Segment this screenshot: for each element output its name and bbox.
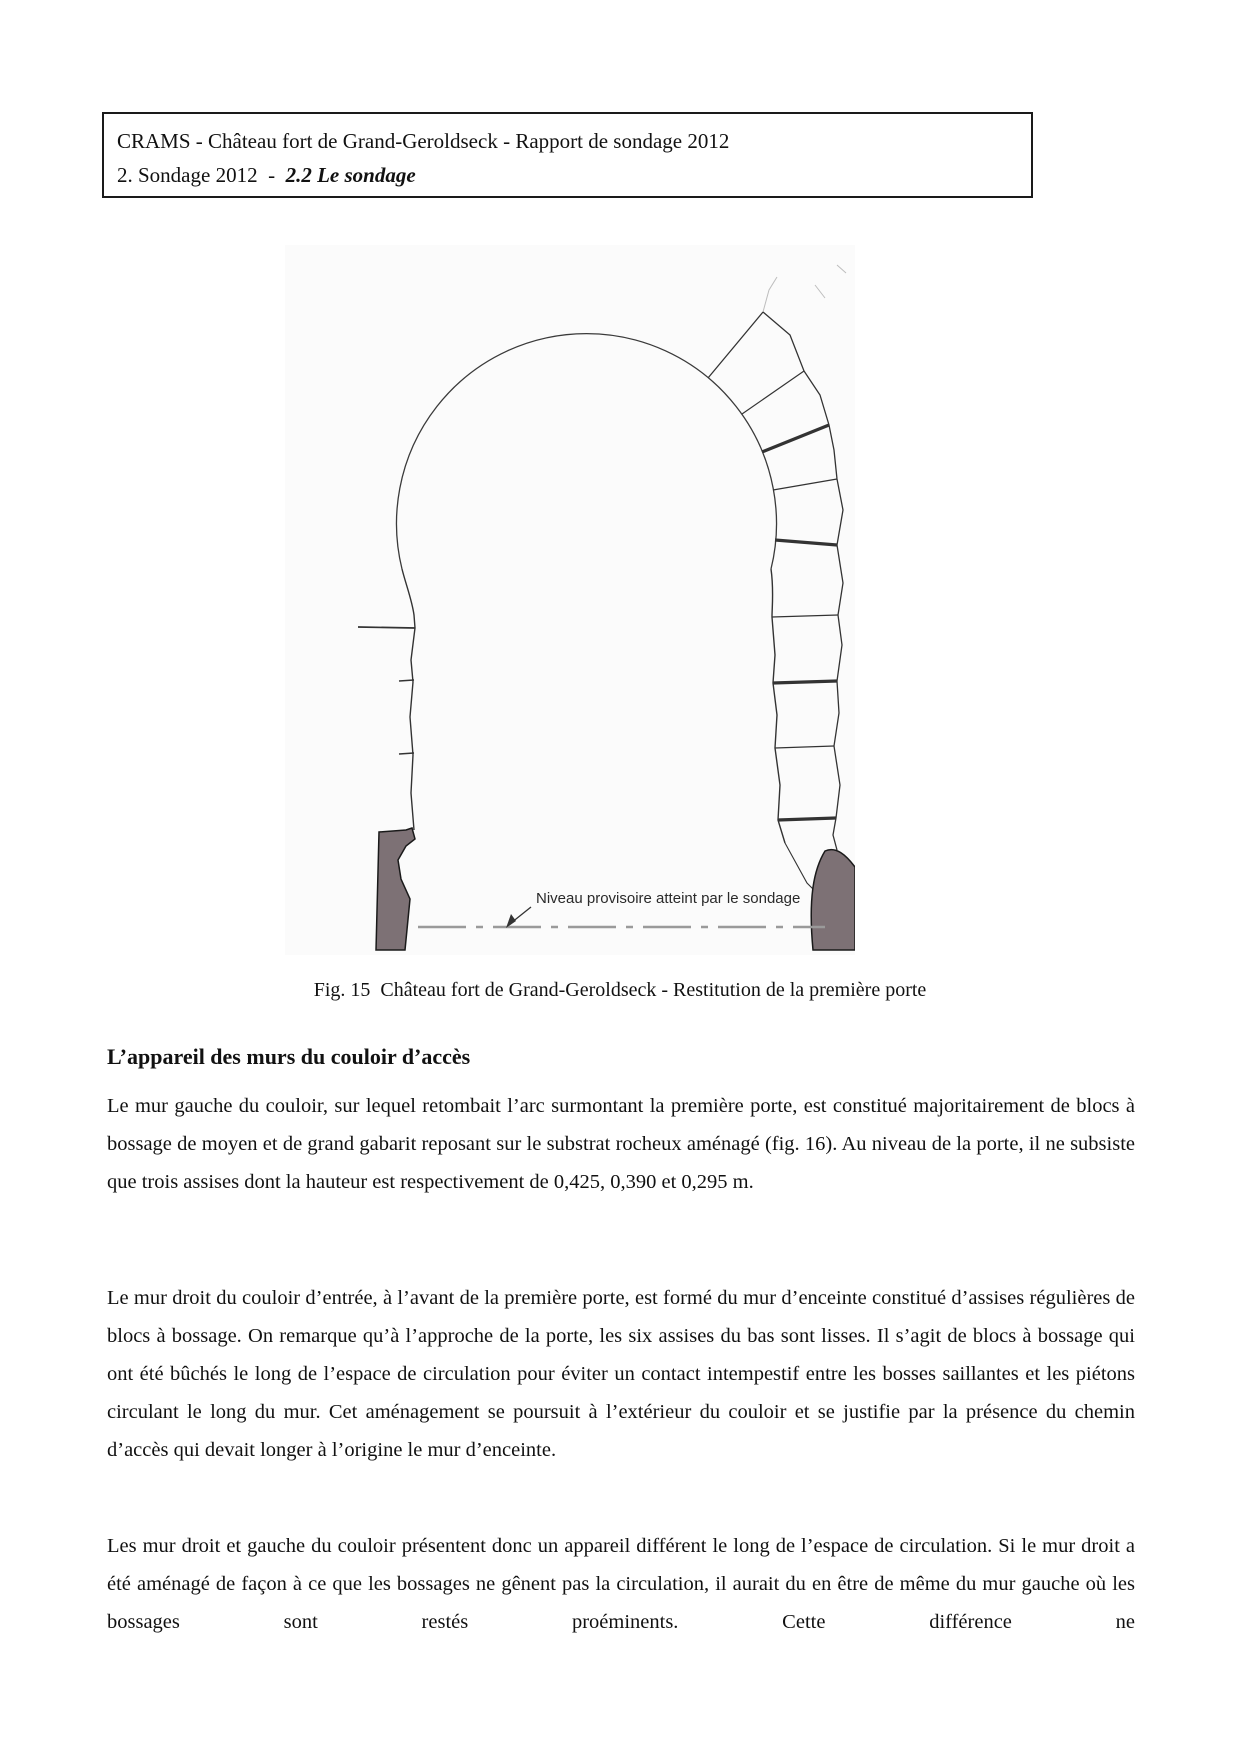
header-subtitle [117, 158, 1017, 192]
figure-background [285, 245, 855, 955]
header-subtitle-prefix: 2. Sondage 2012 - [117, 163, 286, 187]
header-title: CRAMS - Château fort de Grand-Geroldseck - Rapport de sondage 2012 [117, 129, 730, 153]
left-jamb-joint-line [358, 627, 415, 628]
door-elevation-drawing [285, 245, 855, 955]
figure-15 [285, 245, 855, 955]
paragraph-comparison: Les mur droit et gauche du couloir présentent donc un appareil différent le long de l’espace de circulation. Si le mur droit a été aménagé de façon à ce que les bossages ne gênent pas la circulation, il aurait du en être de même du mur gauche où les bossages sont restés proéminents. Cette différence ne [107, 1535, 1135, 1633]
figure-annotation-label: Niveau provisoire atteint par le sondage [536, 890, 801, 907]
left-jamb-tick-2 [399, 753, 414, 754]
left-jamb-tick-1 [399, 680, 414, 681]
header-subtitle-section: 2.2 Le sondage [285, 163, 416, 187]
paragraph-left-wall: Le mur gauche du couloir, sur lequel retombait l’arc surmontant la première porte, est constitué majoritairement de blocs à bossage de moyen et de grand gabarit reposant sur le substrat rocheux aménagé (fig. 16). Au niveau de la porte, il ne subsiste que trois assises dont la hauteur est respectivement de 0,425, 0,390 et 0,295 m. [107, 1095, 1135, 1193]
paragraph-right-wall: Le mur droit du couloir d’entrée, à l’avant de la première porte, est formé du mur d’enceinte constitué d’assises régulières de blocs à bossage. On remarque qu’à l’approche de la porte, les six assises du bas sont lisses. Il s’agit de blocs à bossage qui ont été bûchés le long de l’espace de circulation pour éviter un contact intempestif entre les bosses saillantes et les piétons circulant le long du mur. Cet aménagement se poursuit à l’extérieur du couloir et se justifie par la présence du chemin d’accès qui devait longer à l’origine le mur d’enceinte. [107, 1287, 1135, 1461]
figure-caption: Fig. 15 Château fort de Grand-Geroldseck - Restitution de la première porte [313, 979, 927, 1001]
page-header-box [102, 112, 1033, 198]
section-heading: L’appareil des murs du couloir d’accès [107, 1044, 471, 1069]
